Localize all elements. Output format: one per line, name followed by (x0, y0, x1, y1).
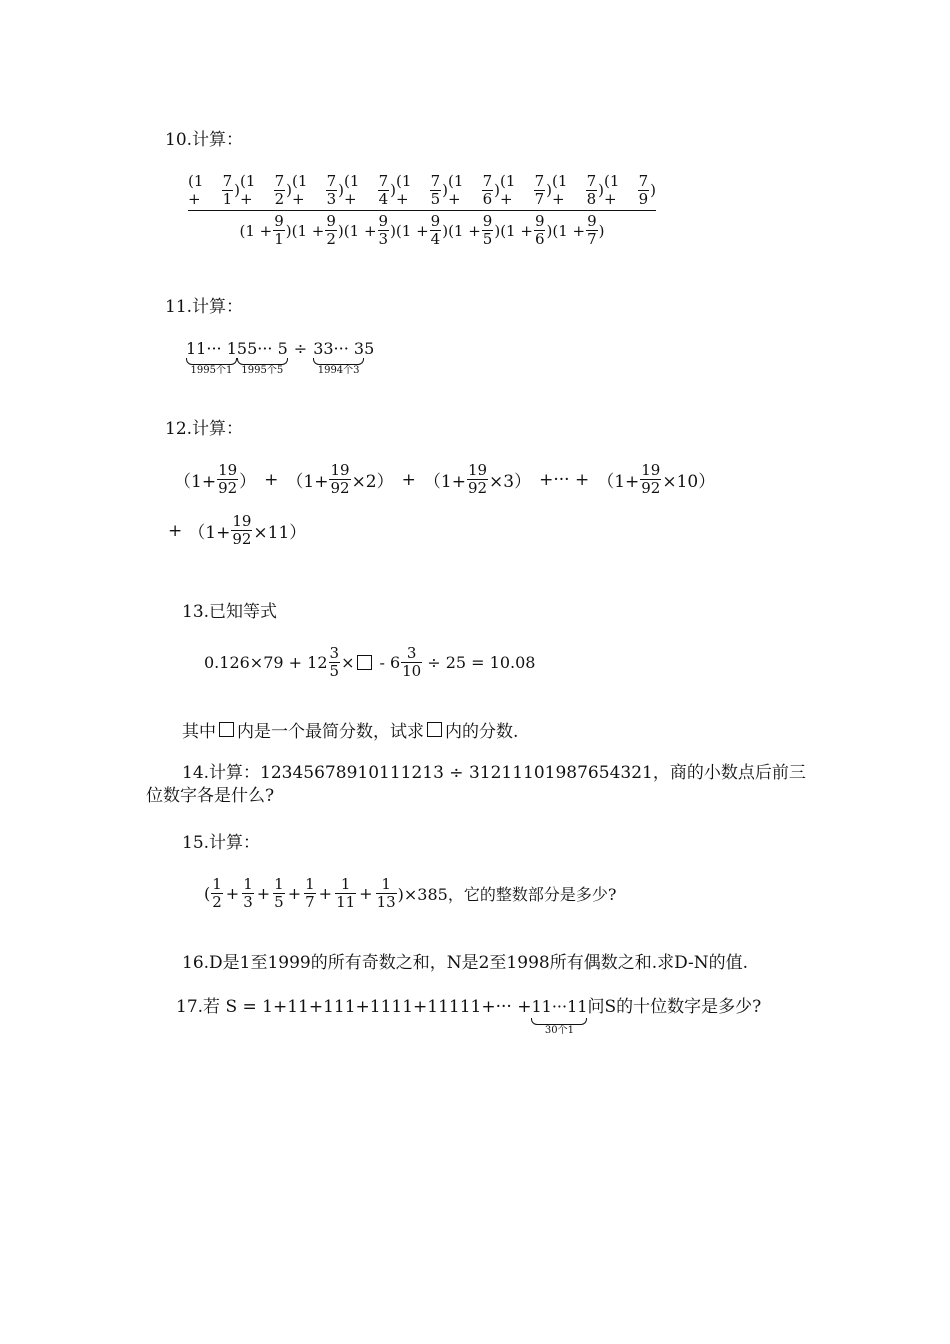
fraction-denominator: 3 (326, 189, 337, 208)
open-paren: (1 + (291, 221, 325, 240)
close-paren: ) (494, 221, 501, 240)
close-paren: ) (546, 181, 552, 199)
fraction: $\frac{19}{92}$ (218, 461, 238, 497)
fraction-denominator: 2 (274, 189, 285, 208)
blank-box (357, 655, 372, 670)
fraction (534, 213, 546, 248)
fraction-denominator: 8 (586, 189, 597, 208)
problem-16-text: 16.D是1至1999的所有奇数之和，N是2至1998所有偶数之和.求D-N的值. (182, 953, 749, 973)
fraction-denominator: 6 (482, 189, 493, 208)
fraction (304, 876, 316, 911)
underbrace-group: 11···11 30个1 (531, 997, 588, 1036)
plus-sign: + (287, 884, 302, 903)
open-paren: (1 + (500, 172, 516, 208)
divide-sign: ÷ (293, 339, 308, 358)
problem-11-label: 11.计算： (165, 297, 244, 317)
close-paren: ) (337, 221, 344, 240)
underbrace-group-1: 11··· 1 1995个1 (186, 339, 237, 376)
fraction-denominator: 1 (222, 189, 233, 208)
fraction-numerator: 7 (378, 171, 389, 190)
fraction-numerator: 1 (381, 875, 391, 893)
fraction-numerator: 7 (586, 171, 597, 190)
problem-15-expression (204, 876, 616, 911)
fraction-denominator: 7 (587, 230, 597, 248)
fraction (586, 213, 598, 248)
fraction-numerator: 9 (274, 212, 284, 230)
fraction (274, 173, 286, 208)
open-paren: (1 + (552, 172, 568, 208)
close-paren: ) (285, 221, 292, 240)
fraction-denominator: 4 (378, 189, 389, 208)
fraction (325, 213, 337, 248)
fraction-numerator: 7 (222, 171, 233, 190)
fraction-denominator: 5 (274, 893, 284, 911)
fraction-bar (188, 210, 656, 211)
fraction-numerator: 7 (482, 171, 493, 190)
fraction-numerator: 9 (326, 212, 336, 230)
plus-sign: + (359, 884, 373, 903)
fraction-denominator: 7 (305, 893, 315, 911)
fraction (482, 173, 494, 208)
fraction-numerator: 7 (326, 171, 337, 190)
fraction (430, 173, 442, 208)
tail-digit: 5 (364, 339, 375, 358)
close-paren: ) (650, 181, 656, 199)
fraction: $\frac{19}{92}$ (467, 461, 488, 497)
problem-13-description: 其中 内是一个最简分数，试求 内的分数. (182, 722, 519, 742)
fraction (430, 213, 442, 248)
open-paren: (1 + (344, 172, 360, 208)
fraction-numerator: 1 (212, 875, 222, 893)
open-paren: (1 + (343, 221, 377, 240)
problem-12-line-2: + （1+ $\frac{19}{92}$ ×11） (168, 512, 307, 548)
problem-10-label: 10.计算： (165, 130, 244, 150)
fraction (534, 173, 546, 208)
fraction (335, 876, 356, 911)
open-paren: (1 + (552, 221, 586, 240)
fraction-numerator: 9 (587, 212, 597, 230)
open-paren: ( (204, 884, 211, 903)
fraction-numerator: 7 (430, 171, 441, 190)
fraction-denominator: 5 (430, 189, 441, 208)
open-paren: (1 + (396, 172, 412, 208)
fraction-numerator: 9 (378, 212, 389, 230)
fraction: $\frac{19}{92}$ (330, 461, 350, 497)
fraction: $\frac{19}{92}$ (232, 512, 252, 548)
fraction (638, 173, 650, 208)
fraction: $\frac{3}{5}$ (329, 644, 340, 680)
problem-14-line-2: 位数字各是什么? (146, 786, 275, 806)
fraction (482, 213, 494, 248)
problem-13-equation: 0.126×79 + 12 $\frac{3}{5}$ × - 6 $\frac{3}{10}$ ÷ 25 = 10.08 (204, 644, 536, 680)
open-paren: (1 + (500, 221, 533, 240)
problem-12-label: 12.计算： (165, 419, 244, 439)
fraction (273, 213, 285, 248)
fraction (326, 173, 338, 208)
open-paren: (1 + (188, 172, 204, 208)
fraction-denominator: 1 (274, 230, 284, 248)
fraction-denominator: 3 (243, 893, 253, 911)
fraction-numerator: 1 (274, 875, 284, 893)
fraction (273, 876, 285, 911)
fraction (586, 173, 598, 208)
problem-11-expression (186, 340, 374, 377)
problem-14-line-1: 14.计算：12345678910111213 ÷ 31211101987654321，商的小数点后前三 (182, 763, 806, 783)
fraction-numerator: 1 (340, 875, 351, 893)
plus-sign: + (256, 884, 271, 903)
fraction (378, 173, 390, 208)
fraction-numerator: 7 (274, 171, 285, 190)
problem-10-fraction (188, 172, 656, 248)
open-paren: (1 + (448, 172, 464, 208)
fraction (211, 876, 223, 911)
close-text: )×385，它的整数部分是多少? (397, 885, 617, 904)
fraction-numerator: 1 (243, 875, 253, 893)
fraction-denominator: 4 (430, 230, 441, 248)
problem-17-text: 17.若 S = 1+11+111+1111+11111+··· + 11···11 30个1 问S的十位数字是多少? (176, 997, 762, 1036)
underbrace-group-2: 55··· 5 1995个5 (236, 339, 288, 376)
open-paren: (1 + (604, 172, 620, 208)
open-paren: (1 + (292, 172, 308, 208)
fraction (222, 173, 234, 208)
close-paren: ) (286, 181, 292, 199)
plus-sign: + (318, 884, 333, 903)
close-paren: ) (234, 181, 240, 199)
fraction-denominator: 6 (534, 230, 545, 248)
close-paren: ) (390, 181, 396, 199)
close-paren: ) (442, 221, 449, 240)
fraction-numerator: 9 (534, 212, 545, 230)
fraction-denominator: 2 (326, 230, 336, 248)
fraction-numerator: 7 (534, 171, 545, 190)
underbrace-group-3: 33··· 3 1994个3 (313, 339, 365, 376)
open-paren: (1 + (240, 172, 256, 208)
close-paren: ) (598, 221, 605, 240)
close-paren: ) (338, 181, 344, 199)
fraction-denominator: 9 (638, 189, 649, 208)
close-paren: ) (390, 221, 396, 240)
fraction-denominator: 7 (534, 189, 545, 208)
fraction-numerator: 9 (482, 212, 493, 230)
problem-12-line-1: （1+ $\frac{19}{92}$ ） + （1+ $\frac{19}{92}$ ×2） + （1+ $\frac{19}{92}$ ×3） +··· + （1+ $\frac{19}{92}$ ×10） (174, 461, 716, 497)
problem-10-numerator (188, 172, 656, 208)
problem-10-denominator (188, 213, 656, 248)
fraction (378, 213, 390, 248)
plus-sign: + (225, 884, 240, 903)
close-paren: ) (598, 181, 604, 199)
close-paren: ) (546, 221, 553, 240)
fraction-numerator: 9 (430, 212, 441, 230)
fraction-denominator: 2 (212, 893, 222, 911)
fraction-denominator: 3 (378, 230, 389, 248)
open-paren: (1 + (448, 221, 481, 240)
open-paren: (1 + (395, 221, 429, 240)
problem-13-label: 13.已知等式 (182, 602, 278, 622)
fraction-denominator: 11 (336, 893, 356, 911)
fraction-numerator: 1 (305, 875, 315, 893)
blank-box (219, 722, 234, 737)
fraction-denominator: 5 (482, 230, 493, 248)
fraction (242, 876, 254, 911)
close-paren: ) (442, 181, 448, 199)
fraction: $\frac{19}{92}$ (641, 461, 661, 497)
close-paren: ) (494, 181, 500, 199)
blank-box (427, 722, 442, 737)
fraction-numerator: 7 (638, 171, 649, 190)
fraction-denominator: 13 (376, 893, 396, 911)
problem-15-label: 15.计算： (182, 833, 261, 853)
fraction (376, 876, 397, 911)
fraction: $\frac{3}{10}$ (402, 644, 422, 680)
open-paren: (1 + (239, 221, 273, 240)
